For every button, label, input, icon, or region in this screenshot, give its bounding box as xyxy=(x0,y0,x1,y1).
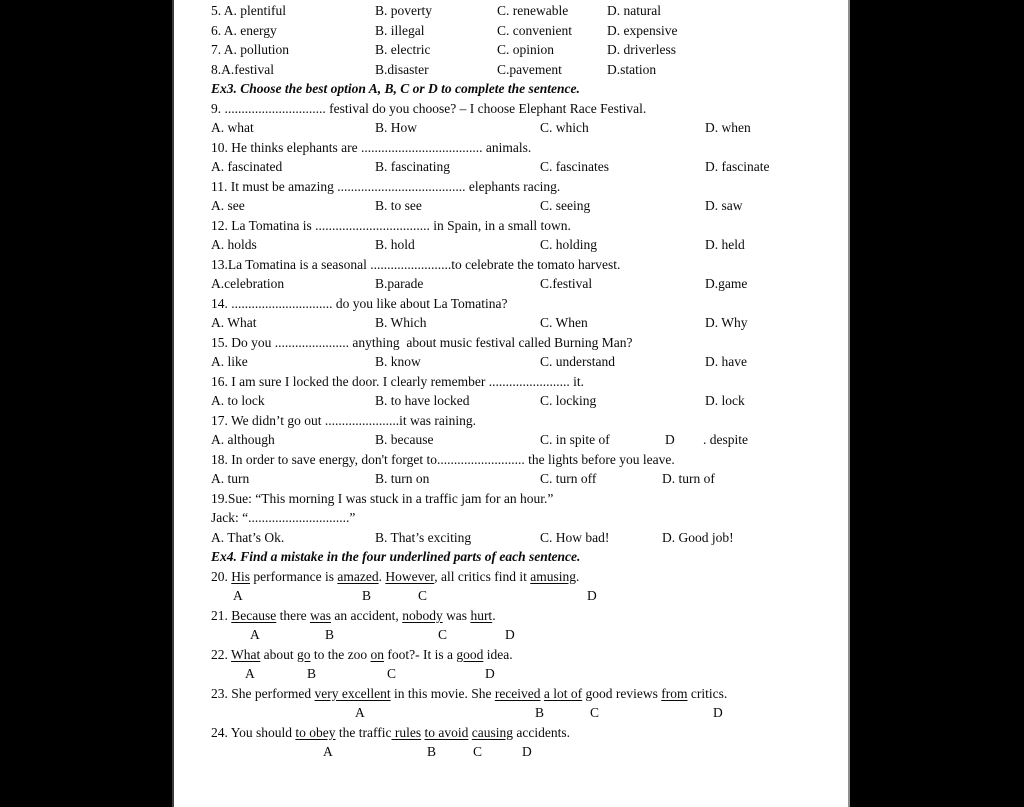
option-cell: B. Which xyxy=(375,315,427,330)
text-part: about xyxy=(260,646,298,662)
question-text xyxy=(211,645,513,665)
question-line xyxy=(174,508,848,528)
option-cell: B. poverty xyxy=(375,3,432,18)
underlined-part: very excellent xyxy=(314,685,391,701)
option-cell: A. holds xyxy=(211,237,257,252)
question-text xyxy=(211,567,579,587)
question-text: 19.Sue: “This morning I was stuck in a traffic jam for an hour.” xyxy=(211,490,554,506)
option-row xyxy=(174,40,848,60)
answer-letter: A xyxy=(323,744,333,759)
option-cell: C. seeing xyxy=(540,198,591,213)
answer-letter: C xyxy=(438,627,448,642)
answer-letter: B xyxy=(325,627,335,642)
option-cell: C. holding xyxy=(540,237,598,252)
text-part: foot?- It is a xyxy=(384,646,457,662)
answer-letter: A xyxy=(233,588,243,603)
option-cell: D. saw xyxy=(705,198,743,213)
option-cell: B. turn on xyxy=(375,471,430,486)
question-line xyxy=(174,684,848,704)
question-line xyxy=(174,372,848,392)
option-cell: C. locking xyxy=(540,393,597,408)
question-text: 18. In order to save energy, don't forget to.......................... the lights before you leave. xyxy=(211,451,675,467)
answer-letter: D xyxy=(522,744,532,759)
section-heading-text: Ex3. Choose the best option A, B, C or D to complete the sentence. xyxy=(211,81,580,96)
underlined-part: good xyxy=(456,646,484,662)
question-text: Jack: “..............................” xyxy=(211,510,356,525)
answer-letter: D xyxy=(505,627,515,642)
question-line xyxy=(174,606,848,626)
answer-letter: A xyxy=(355,705,365,720)
question-line xyxy=(174,567,848,587)
option-row xyxy=(174,157,848,177)
option-cell: B. to have locked xyxy=(375,393,470,408)
underlined-part: a lot of xyxy=(543,685,583,701)
option-cell: B. to see xyxy=(375,198,422,213)
option-cell: C. in spite of xyxy=(540,432,610,447)
option-cell: B. electric xyxy=(375,42,431,57)
underlined-part: from xyxy=(661,685,688,701)
option-cell: 8.A.festival xyxy=(211,61,274,77)
text-part: . xyxy=(576,568,580,584)
option-cell: C. opinion xyxy=(497,42,555,57)
option-cell: B.disaster xyxy=(375,61,429,77)
option-cell: C. turn off xyxy=(540,471,597,486)
option-cell: A. what xyxy=(211,120,254,135)
question-line xyxy=(174,411,848,431)
underlined-part: hurt xyxy=(470,607,493,623)
text-part: in this movie. She xyxy=(390,685,495,701)
option-row xyxy=(174,60,848,80)
option-cell: D. when xyxy=(705,120,751,135)
question-text: 16. I am sure I locked the door. I clearly remember ........................ it. xyxy=(211,373,585,389)
option-cell: D xyxy=(665,432,675,447)
answer-letter: C xyxy=(473,744,483,759)
question-text xyxy=(211,723,570,743)
text-part: to the zoo xyxy=(310,646,371,662)
option-cell: D. natural xyxy=(607,3,661,18)
option-cell: A. fascinated xyxy=(211,159,283,174)
option-cell: A. What xyxy=(211,315,257,330)
option-cell: 5. A. plentiful xyxy=(211,3,286,18)
section-heading xyxy=(174,547,848,567)
option-cell: B. How xyxy=(375,120,418,135)
question-text: 14. .............................. do you like about La Tomatina? xyxy=(211,295,508,311)
underlined-part: causing xyxy=(471,724,514,740)
option-cell: D.station xyxy=(607,61,657,77)
option-row xyxy=(174,1,848,21)
option-cell: D. driverless xyxy=(607,42,676,57)
question-line xyxy=(174,333,848,353)
underlined-part: amusing xyxy=(530,568,576,584)
question-line xyxy=(174,177,848,197)
text-part: accidents. xyxy=(513,724,570,740)
question-line xyxy=(174,138,848,158)
question-text: 10. He thinks elephants are .................................... animals. xyxy=(211,139,532,155)
option-cell: C. fascinates xyxy=(540,159,609,174)
option-cell: D. lock xyxy=(705,393,745,408)
option-row xyxy=(174,469,848,489)
option-row xyxy=(174,21,848,41)
answer-letter: D xyxy=(587,588,597,603)
option-cell: C. convenient xyxy=(497,22,572,38)
option-cell: A.celebration xyxy=(211,276,285,291)
underlined-part: His xyxy=(231,568,251,584)
text-part: the traffic xyxy=(335,724,392,740)
text-part: there xyxy=(276,607,310,623)
question-text: 13.La Tomatina is a seasonal ........................to celebrate the tomato harvest. xyxy=(211,256,621,272)
question-text: 9. .............................. festival do you choose? – I choose Elephant Race Festival. xyxy=(211,100,647,116)
question-text xyxy=(211,606,496,626)
text-part: critics. xyxy=(687,685,728,701)
underlined-part: Because xyxy=(231,607,277,623)
answer-letter: C xyxy=(418,588,428,603)
option-cell: D. Why xyxy=(705,315,748,330)
option-cell: A. like xyxy=(211,354,248,369)
answer-letter-row xyxy=(174,703,848,723)
option-row xyxy=(174,313,848,333)
underlined-part: nobody xyxy=(402,607,443,623)
question-line xyxy=(174,450,848,470)
option-cell: D. turn of xyxy=(662,471,715,486)
underlined-part: to obey xyxy=(295,724,336,740)
option-cell: D. expensive xyxy=(607,22,678,38)
option-cell: B.parade xyxy=(375,276,424,291)
answer-letter: D xyxy=(485,666,495,681)
question-line xyxy=(174,216,848,236)
answer-letter: B xyxy=(535,705,545,720)
option-cell: B. because xyxy=(375,432,434,447)
answer-letter-row xyxy=(174,664,848,684)
text-part: 24. You should xyxy=(211,724,296,740)
option-cell: B. illegal xyxy=(375,22,425,38)
text-part: 21. xyxy=(211,607,232,623)
option-cell: B. fascinating xyxy=(375,159,450,174)
underlined-part: What xyxy=(231,646,261,662)
text-part: 22. xyxy=(211,646,232,662)
option-row xyxy=(174,196,848,216)
text-part: performance is xyxy=(250,568,338,584)
answer-letter: C xyxy=(590,705,600,720)
question-text: 11. It must be amazing ...................................... elephants racing. xyxy=(211,178,561,194)
option-cell: D.game xyxy=(705,276,748,291)
section-heading-text: Ex4. Find a mistake in the four underlined parts of each sentence. xyxy=(211,549,581,564)
answer-letter-row xyxy=(174,625,848,645)
document-page xyxy=(172,0,850,807)
option-cell: 6. A. energy xyxy=(211,22,277,38)
underlined-part: go xyxy=(297,646,311,662)
option-cell: A. although xyxy=(211,432,275,447)
question-line xyxy=(174,99,848,119)
question-line xyxy=(174,255,848,275)
option-cell: B. That’s exciting xyxy=(375,529,472,545)
section-heading xyxy=(174,79,848,99)
option-cell: A. That’s Ok. xyxy=(211,529,285,545)
answer-letter: D xyxy=(713,705,723,720)
option-cell: D. fascinate xyxy=(705,159,770,174)
question-line xyxy=(174,723,848,743)
option-cell: B. hold xyxy=(375,237,415,252)
underlined-part: was xyxy=(309,607,331,623)
answer-letter: B xyxy=(307,666,317,681)
option-cell: . despite xyxy=(703,432,748,447)
answer-letter: C xyxy=(387,666,397,681)
option-cell: C. How bad! xyxy=(540,529,610,545)
question-text: 12. La Tomatina is .................................. in Spain, in a small town. xyxy=(211,217,571,233)
option-cell: A. turn xyxy=(211,471,250,486)
option-cell: C.festival xyxy=(540,276,593,291)
underlined-part: on xyxy=(370,646,385,662)
option-row xyxy=(174,391,848,411)
question-text: 17. We didn’t go out ......................it was raining. xyxy=(211,412,477,428)
text-part: an accident, xyxy=(330,607,403,623)
option-cell: D. have xyxy=(705,354,747,369)
underlined-part: received xyxy=(494,685,541,701)
text-part: good reviews xyxy=(582,685,662,701)
option-row xyxy=(174,528,848,548)
underlined-part: However xyxy=(385,568,435,584)
answer-letter: A xyxy=(245,666,255,681)
text-part: , all critics find it xyxy=(434,568,531,584)
question-line xyxy=(174,294,848,314)
answer-letter-row xyxy=(174,742,848,762)
option-cell: C.pavement xyxy=(497,61,562,77)
question-line xyxy=(174,645,848,665)
text-part: . xyxy=(378,568,386,584)
text-part: 20. xyxy=(211,568,232,584)
option-cell: C. renewable xyxy=(497,3,569,18)
option-row xyxy=(174,118,848,138)
option-cell: A. to lock xyxy=(211,393,265,408)
text-part: 23. She performed xyxy=(211,685,315,701)
option-row xyxy=(174,352,848,372)
option-cell: D. held xyxy=(705,237,745,252)
question-line xyxy=(174,489,848,509)
option-cell: D. Good job! xyxy=(662,529,734,545)
option-cell: 7. A. pollution xyxy=(211,42,290,57)
option-cell: C. When xyxy=(540,315,588,330)
question-text xyxy=(211,684,727,704)
underlined-part: to avoid xyxy=(424,724,469,740)
answer-letter-row xyxy=(174,586,848,606)
text-part: . xyxy=(492,607,496,623)
option-cell: C. understand xyxy=(540,354,615,369)
option-row xyxy=(174,430,848,450)
text-part: was xyxy=(442,607,471,623)
option-cell: B. know xyxy=(375,354,421,369)
option-cell: A. see xyxy=(211,198,245,213)
option-cell: C. which xyxy=(540,120,589,135)
question-text: 15. Do you ...................... anything about music festival called Burning Man? xyxy=(211,334,633,350)
answer-letter: B xyxy=(362,588,372,603)
underlined-part: rules xyxy=(391,724,422,740)
answer-letter: B xyxy=(427,744,437,759)
text-part: idea. xyxy=(483,646,513,662)
underlined-part: amazed xyxy=(337,568,379,584)
option-row xyxy=(174,235,848,255)
option-row xyxy=(174,274,848,294)
answer-letter: A xyxy=(250,627,260,642)
